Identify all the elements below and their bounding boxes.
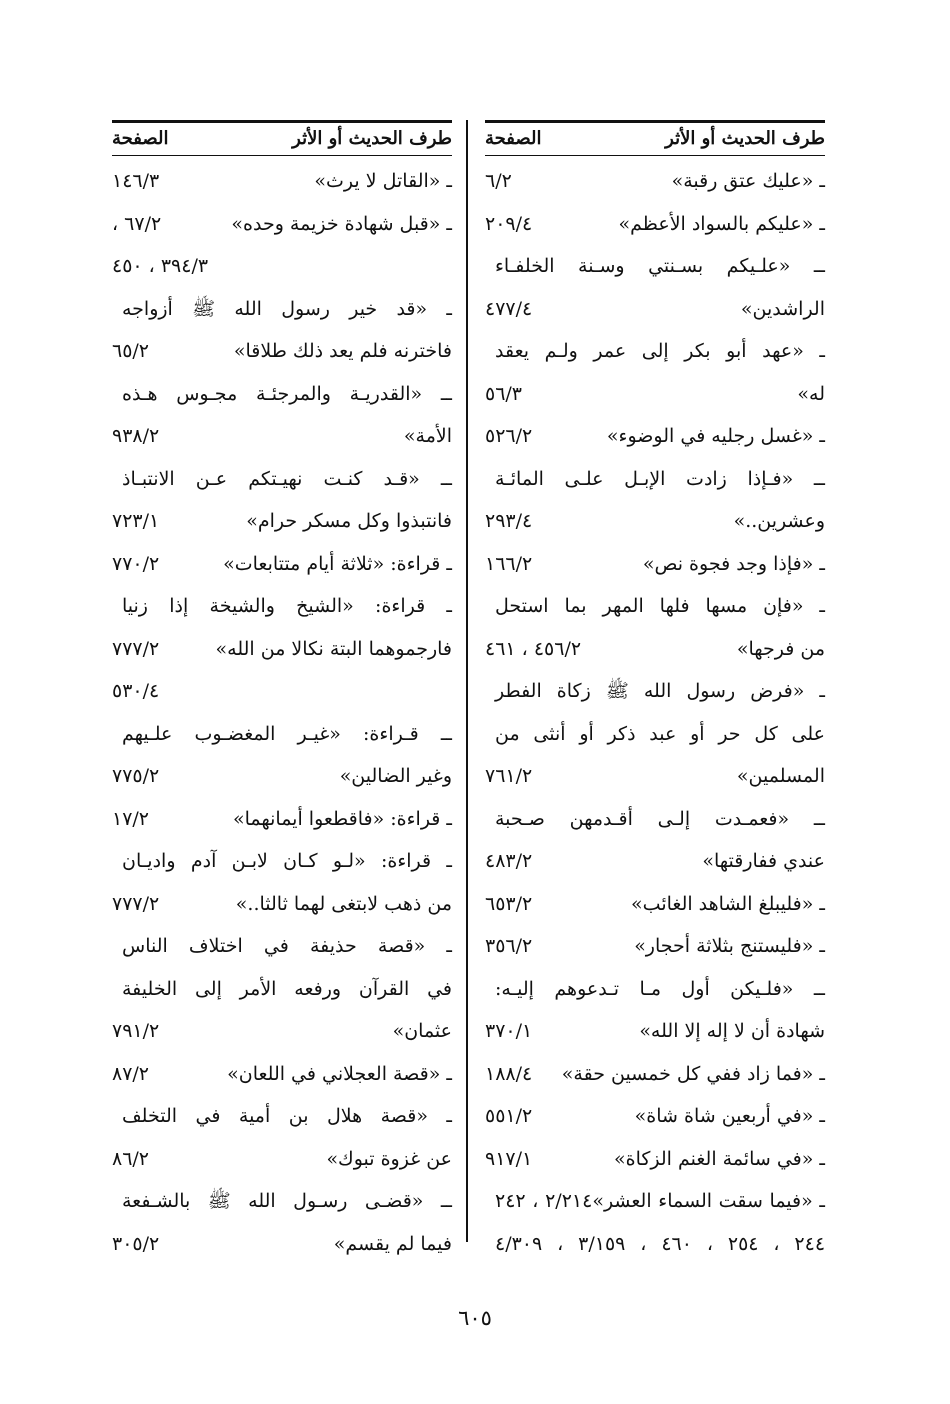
index-entry-row [112,543,452,586]
entry-text: ـ «فرض رسول الله ﷺ زكاة الفطر [495,680,825,702]
index-entry-row [112,585,452,628]
entry-text: ـ «قصة العجلاني في اللعان» [227,1062,452,1085]
index-entry-row [112,1138,452,1181]
entry-page-ref: ٥٦/٣ [485,382,523,405]
entry-text: ـ قراءة: «الشيخ والشيخة إذا زنيا [122,595,452,617]
index-entry-row [112,203,452,246]
entry-text: ــ قـراءة: «غيـر المغضـوب علـيهم [122,722,452,745]
entry-page-ref: ٨٧/٢ [112,1062,150,1085]
index-entry-row [112,713,452,756]
entry-text: ــ «قـد كنـت نهيـتكم عـن الانتبـاذ [122,467,452,490]
entry-page-ref: ٦٥/٢ [112,340,150,362]
index-column-left [112,120,452,1265]
index-entry-row [112,373,452,416]
entry-page-ref: ٧٧٠/٢ [112,552,160,575]
index-entry-row [485,1180,825,1223]
index-entry-row [485,373,825,416]
index-entry-row [112,1095,452,1138]
entry-page-ref: ٣٠٥/٢ [112,1232,160,1255]
index-entry-row [112,883,452,926]
index-entry-row [112,1180,452,1223]
entry-text: ـ «فليبلغ الشاهد الغائب» [631,892,825,915]
index-entry-row [485,458,825,501]
index-entry-row [112,670,452,713]
page-header-label: الصفحة [112,128,169,149]
entry-page-ref: ١٨٨/٤ [485,1062,533,1085]
index-entry-row [485,840,825,883]
entry-text: وغير الضالين» [339,765,452,787]
entry-page-ref: ٩٣٨/٢ [112,425,160,447]
page-number: ٦٠٥ [458,1306,492,1330]
index-entry-row [112,755,452,798]
entry-text: ـ «فليستنج بثلاثة أحجار» [634,935,825,957]
entry-text: ـ «قصة هلال بن أمية في التخلف [122,1105,452,1127]
index-entry-row [112,968,452,1011]
index-entry-row [485,1010,825,1053]
entry-page-ref: ١٤٦/٣ [112,170,160,192]
entry-text: عثمان» [392,1020,452,1042]
entry-text: فانتبذوا وكل مسكر حرام» [246,510,452,532]
entry-text: ـ «فيما سقت السماء العشر»٢/٢١٤ ، ٢٤٢ [495,1190,825,1212]
entry-text: ـ «القاتل لا يرث» [314,170,452,192]
entry-text: وعشرين..» [733,510,825,532]
index-entry-row [112,500,452,543]
page-header-label: الصفحة [485,128,542,149]
entry-text: عندي ففارقتها» [702,850,825,872]
entry-text: ـ قراءة: «ثلاثة أيام متتابعات» [223,552,452,575]
entry-page-ref: ١٦٦/٢ [485,552,533,575]
index-entry-row [112,245,452,288]
index-entry-row [485,798,825,841]
entry-text: ـ قراءة: «فاقطعوا أيمانهما» [232,807,452,830]
entry-page-ref: ٧٦١/٢ [485,765,533,787]
entry-page-ref: ٥٥١/٢ [485,1105,533,1127]
entry-page-ref: ٧٧٥/٢ [112,765,160,787]
index-entry-row [485,160,825,203]
entry-page-ref: ٣٧٠/١ [485,1020,533,1042]
entry-text: ٢٤٤ ، ٢٥٤ ، ٤٦٠ ، ٣/١٥٩ ، ٤/٣٠٩ [495,1232,826,1255]
entry-page-ref: ٤٨٣/٢ [485,850,533,872]
index-entry-row [485,883,825,926]
entry-text: ـ «قصة حذيفة في اختلاف الناس [122,935,452,957]
index-entry-row [112,330,452,373]
entry-page-ref: ٧٩١/٢ [112,1020,160,1042]
index-entry-row [485,203,825,246]
index-entry-row [485,670,825,713]
entry-page-ref: ٧٢٣/١ [112,510,160,532]
index-entry-row [485,500,825,543]
column-divider [466,120,468,1242]
index-entry-row [112,840,452,883]
index-entry-row [112,798,452,841]
entry-text: ـ «قبل شهادة خزيمة وحده» [231,212,452,235]
entry-text: فارجموهما البتة نكالا من الله» [215,637,452,660]
index-entry-row [485,415,825,458]
entry-text: ـ «فما زاد ففي كل خمسين حقة» [561,1062,825,1085]
index-entry-row [112,160,452,203]
index-entry-row [485,968,825,1011]
entry-page-ref: ٧٧٧/٢ [112,892,160,915]
entry-text: من فرجها» [736,637,825,660]
entry-page-ref: ٥٢٦/٢ [485,425,533,447]
entry-text: الأمة» [403,425,452,447]
entry-text: ـ «قد خير رسول الله ﷺ أزواجه [122,297,452,320]
entry-text: ــ «علـيكم بسـنتي وسـنة الخلفـاء [495,255,825,277]
entry-page-ref: ٣٩٤/٣ ، ٤٥٠ [112,255,209,277]
index-entry-row [485,1223,825,1266]
index-entry-row [485,1095,825,1138]
entry-page-ref: ٥٣٠/٤ [112,680,160,702]
entry-text: على كل حر أو عبد ذكر أو أنثى من [495,722,825,745]
index-entry-row [112,1010,452,1053]
index-entry-row [485,1138,825,1181]
entry-list [112,160,452,1265]
index-entry-row [112,458,452,501]
entry-text: له» [797,382,825,405]
index-entry-row [485,585,825,628]
entry-page-ref: ٢٠٩/٤ [485,212,533,235]
entry-page-ref: ٦/٢ [485,170,512,192]
index-entry-row [485,755,825,798]
entry-list [485,160,825,1265]
index-entry-row [112,415,452,458]
entry-page-ref: ٦٥٣/٢ [485,892,533,915]
entry-text: ـ قراءة: «لـو كـان لابـن آدم واديـان [122,850,452,872]
entry-text: شهادة أن لا إله إلا الله» [639,1020,825,1042]
index-entry-row [485,288,825,331]
index-entry-row [485,245,825,288]
entry-text: ـ «غسل رجليه في الوضوء» [606,425,825,447]
entry-text: في القرآن ورفعه الأمر إلى الخليفة [122,977,452,1000]
entry-text: ــ «فـإذا زادت الإبـل علـى المائـة [495,467,825,490]
index-entry-row [485,1053,825,1096]
entry-text: فيما لم يقسم» [333,1232,452,1255]
entry-text: ــ «القدريـة والمرجئـة مجـوس هـذه [122,382,452,405]
entry-text: ـ «فإذا وجد فجوة نص» [642,552,825,575]
entry-text: ـ «عهد أبو بكر إلى عمر ولـم يعقد [495,340,825,362]
entry-page-ref: ٢٩٣/٤ [485,510,533,532]
entry-text: فاخترنه فلم يعد ذلك طلاقا» [233,340,452,362]
index-entry-row [112,925,452,968]
index-entry-row [112,1223,452,1266]
column-header [112,123,452,156]
entry-text: ـ «في سائمة الغنم الزكاة» [613,1147,825,1170]
index-entry-row [485,925,825,968]
entry-text: المسلمين» [736,765,825,787]
entry-text: ـ «في أربعين شاة شاة» [634,1105,825,1127]
index-entry-row [485,330,825,373]
entry-page-ref: ٧٧٧/٢ [112,637,160,660]
entry-text: ــ «قضـى رسـول الله ﷺ بالشـفعة [122,1190,452,1212]
column-header [485,123,825,156]
entry-page-ref: ٤٧٧/٤ [485,297,533,320]
index-entry-row [112,1053,452,1096]
entry-page-ref: ٩١٧/١ [485,1147,533,1170]
entry-text: ـ «عليك عتق رقبة» [671,170,825,192]
entry-text: من ذهب لابتغى لهما ثالثا..» [235,892,452,915]
index-entry-row [112,288,452,331]
entry-text: ــ «فلـيكن أول مـا تـدعوهم إليـه: [495,977,825,1000]
entry-page-ref: ٣٥٦/٢ [485,935,533,957]
index-entry-row [485,628,825,671]
entry-text: عن غزوة تبوك» [326,1147,452,1170]
entry-text: ـ «عليكم بالسواد الأعظم» [618,212,825,235]
entry-text: ـ «فإن مسها فلها المهر بما استحل [495,595,825,617]
index-entry-row [112,628,452,671]
index-entry-row [485,713,825,756]
index-column-right [485,120,825,1265]
entry-header-label: طرف الحديث أو الأثر [292,128,452,149]
index-entry-row [485,543,825,586]
entry-page-ref: ٤٥٦/٢ ، ٤٦١ [485,637,582,660]
entry-text: الراشدين» [740,297,825,320]
entry-page-ref: ٦٧/٢ ، [112,212,162,235]
entry-header-label: طرف الحديث أو الأثر [665,128,825,149]
entry-page-ref: ٨٦/٢ [112,1147,150,1170]
entry-text: ــ «فعمـدت إلـى أقـدمهن صـحبة [495,807,825,830]
entry-page-ref: ١٧/٢ [112,807,150,830]
